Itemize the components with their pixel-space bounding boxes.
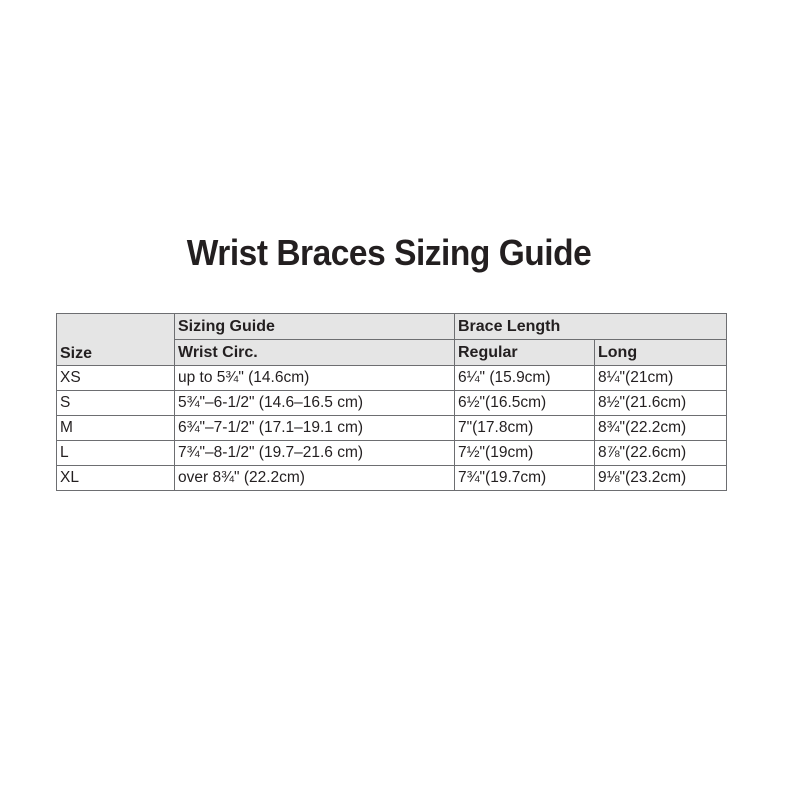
cell-regular: 6¼" (15.9cm) — [455, 366, 595, 391]
header-regular: Regular — [455, 340, 595, 366]
table-row — [57, 441, 727, 466]
sizing-table — [56, 313, 727, 491]
cell-wrist-circ: 5¾"–6-1/2" (14.6–16.5 cm) — [175, 391, 455, 416]
cell-size: S — [57, 391, 175, 416]
table-row — [57, 466, 727, 491]
cell-regular: 6½"(16.5cm) — [455, 391, 595, 416]
cell-long: 8½"(21.6cm) — [595, 391, 727, 416]
cell-wrist-circ: 6¾"–7-1/2" (17.1–19.1 cm) — [175, 416, 455, 441]
page-title: Wrist Braces Sizing Guide — [186, 232, 592, 273]
table-row — [57, 391, 727, 416]
cell-size: M — [57, 416, 175, 441]
cell-regular: 7¾"(19.7cm) — [455, 466, 595, 491]
header-size: Size — [57, 314, 175, 366]
cell-long: 8¾"(22.2cm) — [595, 416, 727, 441]
cell-long: 9⅛"(23.2cm) — [595, 466, 727, 491]
cell-size: XS — [57, 366, 175, 391]
header-sizing-guide: Sizing Guide — [175, 314, 455, 340]
table-row — [57, 416, 727, 441]
table-header-row — [57, 314, 727, 340]
cell-regular: 7"(17.8cm) — [455, 416, 595, 441]
cell-long: 8¼"(21cm) — [595, 366, 727, 391]
header-long: Long — [595, 340, 727, 366]
cell-long: 8⅞"(22.6cm) — [595, 441, 727, 466]
cell-size: L — [57, 441, 175, 466]
cell-size: XL — [57, 466, 175, 491]
cell-wrist-circ: over 8¾" (22.2cm) — [175, 466, 455, 491]
cell-wrist-circ: 7¾"–8-1/2" (19.7–21.6 cm) — [175, 441, 455, 466]
header-wrist-circ: Wrist Circ. — [175, 340, 455, 366]
cell-wrist-circ: up to 5¾" (14.6cm) — [175, 366, 455, 391]
cell-regular: 7½"(19cm) — [455, 441, 595, 466]
table-row — [57, 366, 727, 391]
header-brace-length: Brace Length — [455, 314, 727, 340]
